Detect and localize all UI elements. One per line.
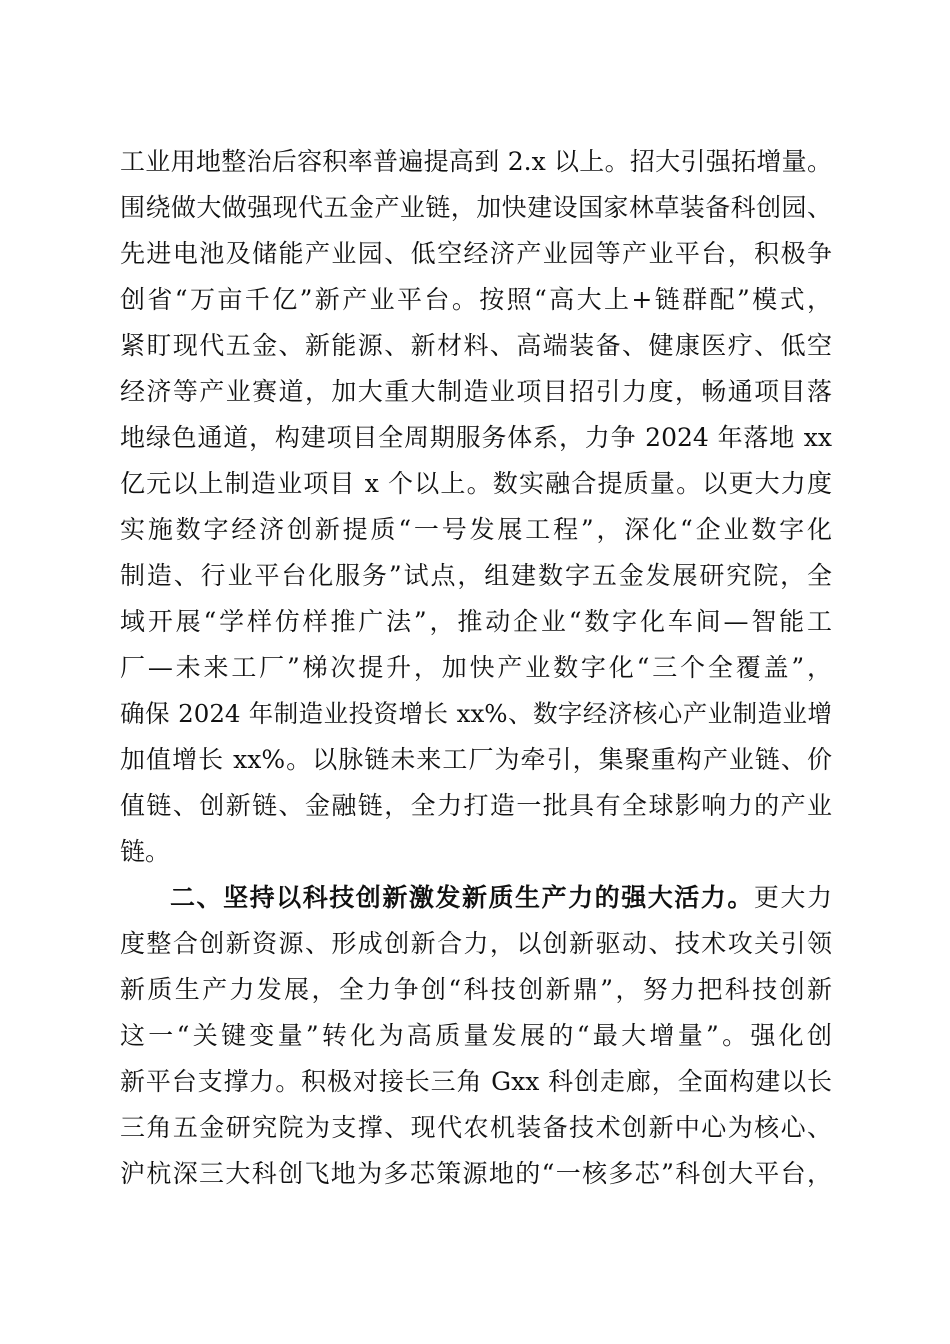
paragraph-line: 工业用地整治后容积率普遍提高到 2.x 以上。招大引强拓增量。 — [120, 147, 832, 176]
paragraph-line: 链。 — [120, 837, 171, 866]
paragraph-line: 度整合创新资源、形成创新合力，以创新驱动、技术攻关引领 — [120, 929, 832, 958]
paragraph-line: 实施数字经济创新提质“一号发展工程”，深化“企业数字化 — [120, 515, 832, 544]
paragraph-line: 围绕做大做强现代五金产业链，加快建设国家林草装备科创园、 — [120, 193, 832, 222]
paragraph-line: 制造、行业平台化服务”试点，组建数字五金发展研究院，全 — [120, 561, 832, 590]
paragraph-line: 地绿色通道，构建项目全周期服务体系，力争 2024 年落地 xx — [120, 423, 832, 452]
paragraph-line: 先进电池及储能产业园、低空经济产业园等产业平台，积极争 — [120, 239, 832, 268]
paragraph-line: 新平台支撑力。积极对接长三角 Gxx 科创走廊，全面构建以长 — [120, 1067, 832, 1096]
paragraph-line: 加值增长 xx%。以脉链未来工厂为牵引，集聚重构产业链、价 — [120, 745, 832, 774]
section-heading-line — [170, 876, 832, 920]
paragraph-line: 创省“万亩千亿”新产业平台。按照“高大上+链群配”模式， — [120, 285, 832, 314]
paragraph-line: 沪杭深三大科创飞地为多芯策源地的“一核多芯”科创大平台， — [120, 1159, 832, 1188]
paragraph-line: 确保 2024 年制造业投资增长 xx%、数字经济核心产业制造业增 — [120, 699, 832, 728]
paragraph-line: 紧盯现代五金、新能源、新材料、高端装备、健康医疗、低空 — [120, 331, 832, 360]
paragraph-line: 这一“关键变量”转化为高质量发展的“最大增量”。强化创 — [120, 1021, 832, 1050]
paragraph-line: 域开展“学样仿样推广法”，推动企业“数字化车间—智能工 — [120, 607, 832, 636]
paragraph-line: 经济等产业赛道，加大重大制造业项目招引力度，畅通项目落 — [120, 377, 832, 406]
paragraph-line: 新质生产力发展，全力争创“科技创新鼎”，努力把科技创新 — [120, 975, 832, 1004]
paragraph-line: 三角五金研究院为支撑、现代农机装备技术创新中心为核心、 — [120, 1113, 832, 1142]
paragraph-line: 亿元以上制造业项目 x 个以上。数实融合提质量。以更大力度 — [120, 469, 832, 498]
paragraph-line: 值链、创新链、金融链，全力打造一批具有全球影响力的产业 — [120, 791, 832, 820]
section-heading: 二、坚持以科技创新激发新质生产力的强大活力。 — [170, 883, 754, 912]
paragraph-line: 厂—未来工厂”梯次提升，加快产业数字化“三个全覆盖”， — [120, 653, 832, 682]
section-heading-rest: 更大力 — [753, 883, 832, 912]
